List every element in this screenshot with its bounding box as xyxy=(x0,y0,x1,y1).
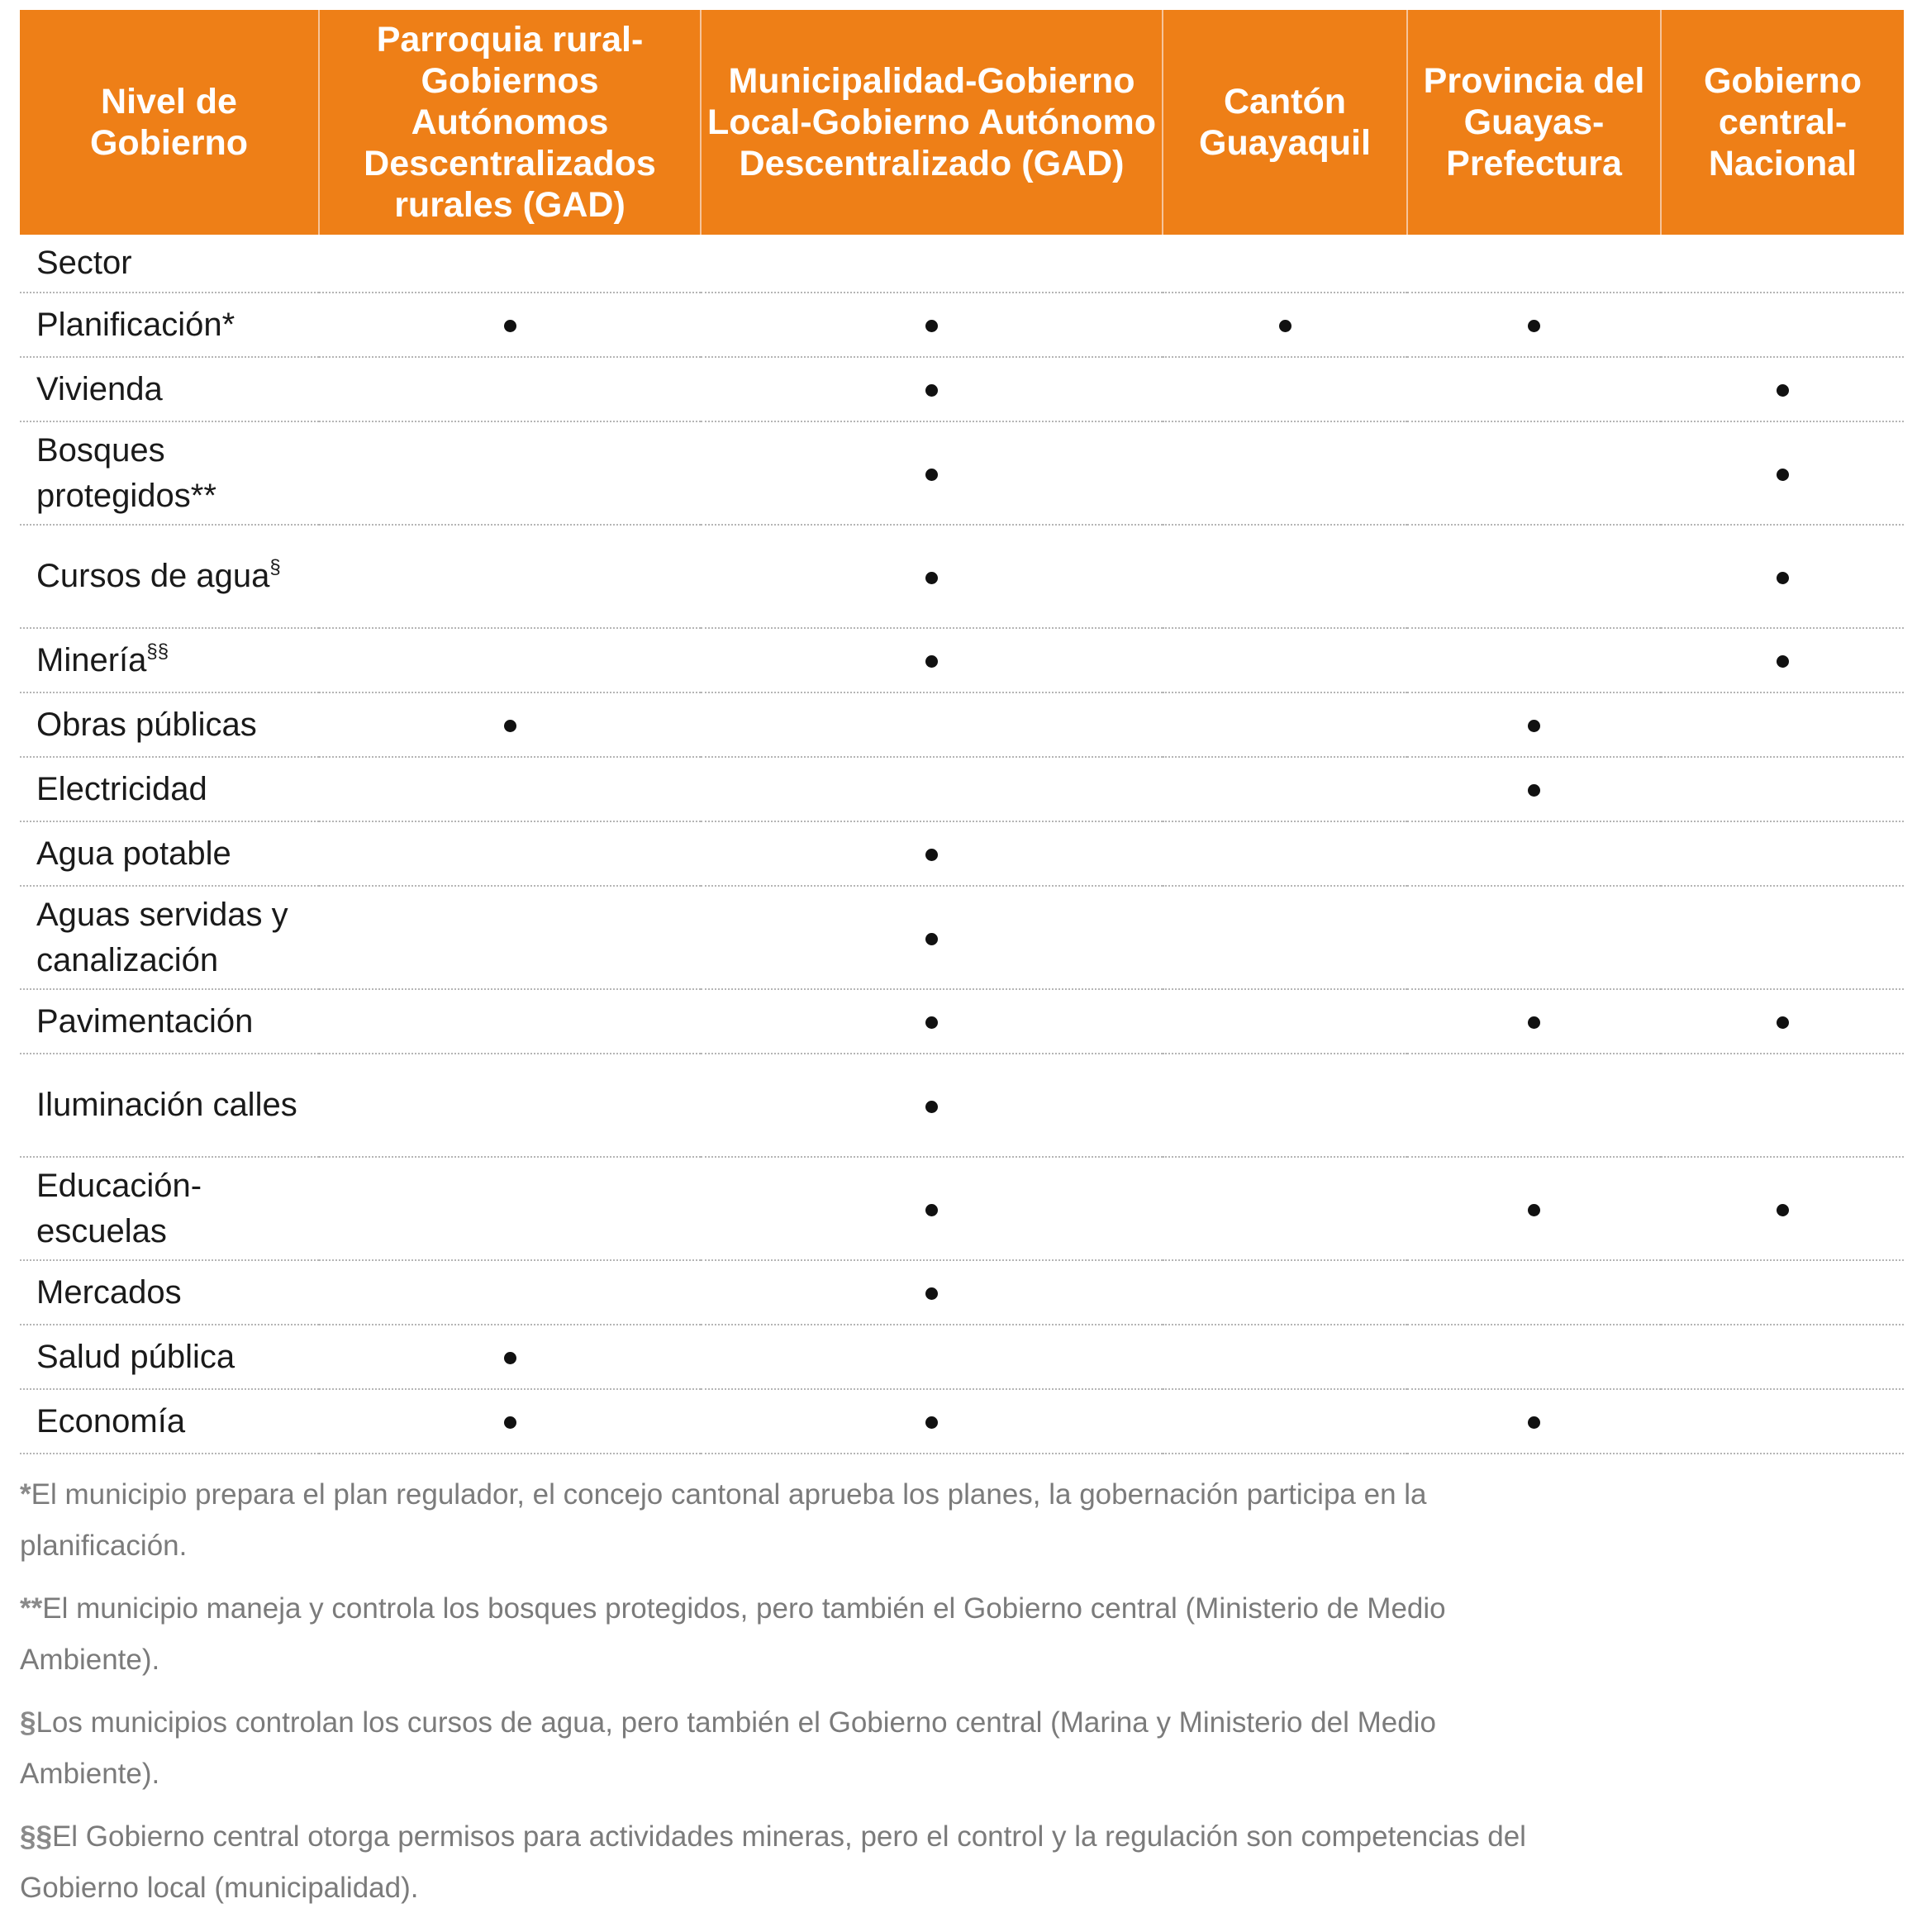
sector-cell xyxy=(20,886,319,989)
sector-name: Minería xyxy=(36,641,147,678)
sector-name: Mercados xyxy=(36,1273,182,1311)
mark-cell xyxy=(1661,1389,1904,1454)
footnote-text: El Gobierno central otorga permisos para actividades mineras, pero el control y la regulación son competencias del Gobierno local (municipalidad). xyxy=(20,1820,1526,1904)
bullet-dot-icon xyxy=(925,572,938,584)
mark-cell xyxy=(701,1157,1163,1260)
table-row xyxy=(20,1389,1904,1454)
table-row xyxy=(20,525,1904,628)
mark-cell xyxy=(319,525,701,628)
table-row xyxy=(20,692,1904,757)
bullet-dot-icon xyxy=(925,1287,938,1300)
mark-cell xyxy=(1163,757,1407,821)
bullet-dot-icon xyxy=(925,320,938,332)
mark-cell xyxy=(1407,1157,1661,1260)
sector-cell xyxy=(20,421,319,525)
mark-cell xyxy=(701,293,1163,357)
bullet-dot-icon xyxy=(925,1416,938,1429)
mark-cell xyxy=(319,886,701,989)
mark-cell xyxy=(1407,692,1661,757)
bullet-dot-icon xyxy=(1777,384,1789,397)
mark-cell xyxy=(701,757,1163,821)
mark-cell xyxy=(1407,628,1661,692)
footnote xyxy=(20,1583,1573,1686)
bullet-dot-icon xyxy=(1777,572,1789,584)
table-body xyxy=(20,235,1904,1454)
mark-cell xyxy=(1661,1325,1904,1389)
bullet-dot-icon xyxy=(925,1101,938,1113)
header-provincia-guayas: Provincia del Guayas-Prefectura xyxy=(1407,10,1661,235)
mark-cell xyxy=(319,821,701,886)
header-nivel-de-gobierno: Nivel de Gobierno xyxy=(20,10,319,235)
table-row-sector-label xyxy=(20,235,1904,293)
sector-name: Vivienda xyxy=(36,370,163,407)
sector-cell xyxy=(20,1157,319,1260)
mark-cell xyxy=(1661,989,1904,1054)
sector-cell xyxy=(20,692,319,757)
mark-cell xyxy=(1163,421,1407,525)
mark-cell xyxy=(1407,989,1661,1054)
bullet-dot-icon xyxy=(1528,1204,1540,1216)
sector-cell xyxy=(20,525,319,628)
mark-cell xyxy=(701,1389,1163,1454)
footnote-text: Los municipios controlan los cursos de agua, pero también el Gobierno central (Marina y Ministerio del Medio Ambiente). xyxy=(20,1706,1436,1790)
sector-cell xyxy=(20,1054,319,1157)
bullet-dot-icon xyxy=(925,469,938,481)
mark-cell xyxy=(701,1054,1163,1157)
sector-cell xyxy=(20,1260,319,1325)
bullet-dot-icon xyxy=(1528,320,1540,332)
footnotes xyxy=(20,1469,1904,1914)
table-row xyxy=(20,293,1904,357)
mark-cell xyxy=(1407,357,1661,421)
mark-cell xyxy=(319,989,701,1054)
sector-cell xyxy=(20,821,319,886)
sector-cell xyxy=(20,1325,319,1389)
table-row xyxy=(20,1260,1904,1325)
sector-cell xyxy=(20,757,319,821)
mark-cell xyxy=(1407,1389,1661,1454)
mark-cell xyxy=(1163,1389,1407,1454)
bullet-dot-icon xyxy=(1777,655,1789,668)
mark-cell xyxy=(319,1054,701,1157)
footnote-marker: §§ xyxy=(146,640,169,663)
mark-cell xyxy=(1163,525,1407,628)
mark-cell xyxy=(701,989,1163,1054)
mark-cell xyxy=(701,357,1163,421)
mark-cell xyxy=(319,1260,701,1325)
mark-cell xyxy=(319,421,701,525)
mark-cell xyxy=(1407,525,1661,628)
mark-cell xyxy=(1661,757,1904,821)
bullet-dot-icon xyxy=(925,933,938,945)
sector-name: Iluminación calles xyxy=(36,1087,297,1123)
mark-cell xyxy=(1163,1260,1407,1325)
sector-name: Electricidad xyxy=(36,770,207,807)
bullet-dot-icon xyxy=(1528,784,1540,797)
footnote xyxy=(20,1811,1573,1914)
footnote-mark: ** xyxy=(20,1592,43,1625)
bullet-dot-icon xyxy=(1777,1016,1789,1029)
sector-name: Pavimentación xyxy=(36,1002,254,1040)
sector-name: Agua potable xyxy=(36,835,231,872)
footnote-mark: * xyxy=(20,1478,31,1511)
header-canton-guayaquil: Cantón Guayaquil xyxy=(1163,10,1407,235)
footnote xyxy=(20,1469,1573,1572)
mark-cell xyxy=(1407,757,1661,821)
mark-cell xyxy=(1163,1054,1407,1157)
bullet-dot-icon xyxy=(504,1352,516,1364)
mark-cell xyxy=(1163,692,1407,757)
bullet-dot-icon xyxy=(504,720,516,732)
mark-cell xyxy=(1163,821,1407,886)
mark-cell xyxy=(1661,1054,1904,1157)
bullet-dot-icon xyxy=(1777,469,1789,481)
bullet-dot-icon xyxy=(504,1416,516,1429)
mark-cell xyxy=(701,692,1163,757)
table-row xyxy=(20,821,1904,886)
mark-cell xyxy=(1407,886,1661,989)
mark-cell xyxy=(1661,692,1904,757)
table-row xyxy=(20,1325,1904,1389)
mark-cell xyxy=(1661,1157,1904,1260)
mark-cell xyxy=(1163,293,1407,357)
mark-cell xyxy=(1407,421,1661,525)
sector-name: Cursos de agua xyxy=(36,558,270,594)
header-municipalidad: Municipalidad-Gobierno Local-Gobierno Autónomo Descentralizado (GAD) xyxy=(701,10,1163,235)
sector-cell xyxy=(20,1389,319,1454)
bullet-dot-icon xyxy=(925,1016,938,1029)
mark-cell xyxy=(319,628,701,692)
table-row xyxy=(20,421,1904,525)
table-row xyxy=(20,757,1904,821)
mark-cell xyxy=(701,1260,1163,1325)
sector-name: Economía xyxy=(36,1402,186,1439)
footnote-mark: §§ xyxy=(20,1820,52,1853)
sector-cell xyxy=(20,293,319,357)
table-row xyxy=(20,886,1904,989)
footnote-marker: § xyxy=(269,556,281,578)
mark-cell xyxy=(1163,357,1407,421)
footnote-text: El municipio maneja y controla los bosques protegidos, pero también el Gobierno central (Ministerio de Medio Ambiente). xyxy=(20,1592,1446,1676)
bullet-dot-icon xyxy=(1528,720,1540,732)
table-row xyxy=(20,989,1904,1054)
bullet-dot-icon xyxy=(925,849,938,861)
mark-cell xyxy=(701,1325,1163,1389)
mark-cell xyxy=(319,692,701,757)
sector-cell xyxy=(20,357,319,421)
mark-cell xyxy=(701,421,1163,525)
table-row xyxy=(20,1157,1904,1260)
mark-cell xyxy=(1407,1260,1661,1325)
table-row xyxy=(20,628,1904,692)
page xyxy=(20,10,1904,1925)
mark-cell xyxy=(1661,1260,1904,1325)
mark-cell xyxy=(701,628,1163,692)
sector-name: Aguas servidas y canalización xyxy=(36,896,288,978)
mark-cell xyxy=(1661,421,1904,525)
table-row xyxy=(20,1054,1904,1157)
mark-cell xyxy=(1163,989,1407,1054)
footnote xyxy=(20,1697,1573,1800)
table-header xyxy=(20,10,1904,235)
sector-label: Sector xyxy=(20,235,319,293)
mark-cell xyxy=(1661,525,1904,628)
sector-name: Planificación* xyxy=(36,306,235,343)
mark-cell xyxy=(319,757,701,821)
mark-cell xyxy=(1163,628,1407,692)
mark-cell xyxy=(1407,1325,1661,1389)
header-parroquia-rural: Parroquia rural-Gobiernos Autónomos Descentralizados rurales (GAD) xyxy=(319,10,701,235)
mark-cell xyxy=(319,293,701,357)
bullet-dot-icon xyxy=(925,655,938,668)
bullet-dot-icon xyxy=(1528,1016,1540,1029)
bullet-dot-icon xyxy=(504,320,516,332)
table-row xyxy=(20,357,1904,421)
footnote-mark: § xyxy=(20,1706,36,1739)
mark-cell xyxy=(1661,886,1904,989)
mark-cell xyxy=(701,821,1163,886)
mark-cell xyxy=(1661,821,1904,886)
sector-cell xyxy=(20,628,319,692)
bullet-dot-icon xyxy=(1777,1204,1789,1216)
competencies-table xyxy=(20,10,1904,1454)
mark-cell xyxy=(1163,1157,1407,1260)
mark-cell xyxy=(1661,293,1904,357)
mark-cell xyxy=(1661,628,1904,692)
mark-cell xyxy=(1163,1325,1407,1389)
footnote-text: El municipio prepara el plan regulador, el concejo cantonal aprueba los planes, la gobernación participa en la planificación. xyxy=(20,1478,1427,1562)
mark-cell xyxy=(319,1389,701,1454)
mark-cell xyxy=(1407,293,1661,357)
bullet-dot-icon xyxy=(925,1204,938,1216)
bullet-dot-icon xyxy=(1528,1416,1540,1429)
header-gobierno-central: Gobierno central-Nacional xyxy=(1661,10,1904,235)
mark-cell xyxy=(1407,1054,1661,1157)
bullet-dot-icon xyxy=(925,384,938,397)
mark-cell xyxy=(701,525,1163,628)
mark-cell xyxy=(1661,357,1904,421)
mark-cell xyxy=(319,1157,701,1260)
sector-name: Bosques protegidos** xyxy=(36,431,216,514)
mark-cell xyxy=(319,357,701,421)
sector-cell xyxy=(20,989,319,1054)
mark-cell xyxy=(1407,821,1661,886)
sector-name: Educación-escuelas xyxy=(36,1167,202,1249)
mark-cell xyxy=(1163,886,1407,989)
sector-name: Salud pública xyxy=(36,1338,235,1375)
sector-name: Obras públicas xyxy=(36,706,257,743)
bullet-dot-icon xyxy=(1279,320,1291,332)
mark-cell xyxy=(701,886,1163,989)
mark-cell xyxy=(319,1325,701,1389)
